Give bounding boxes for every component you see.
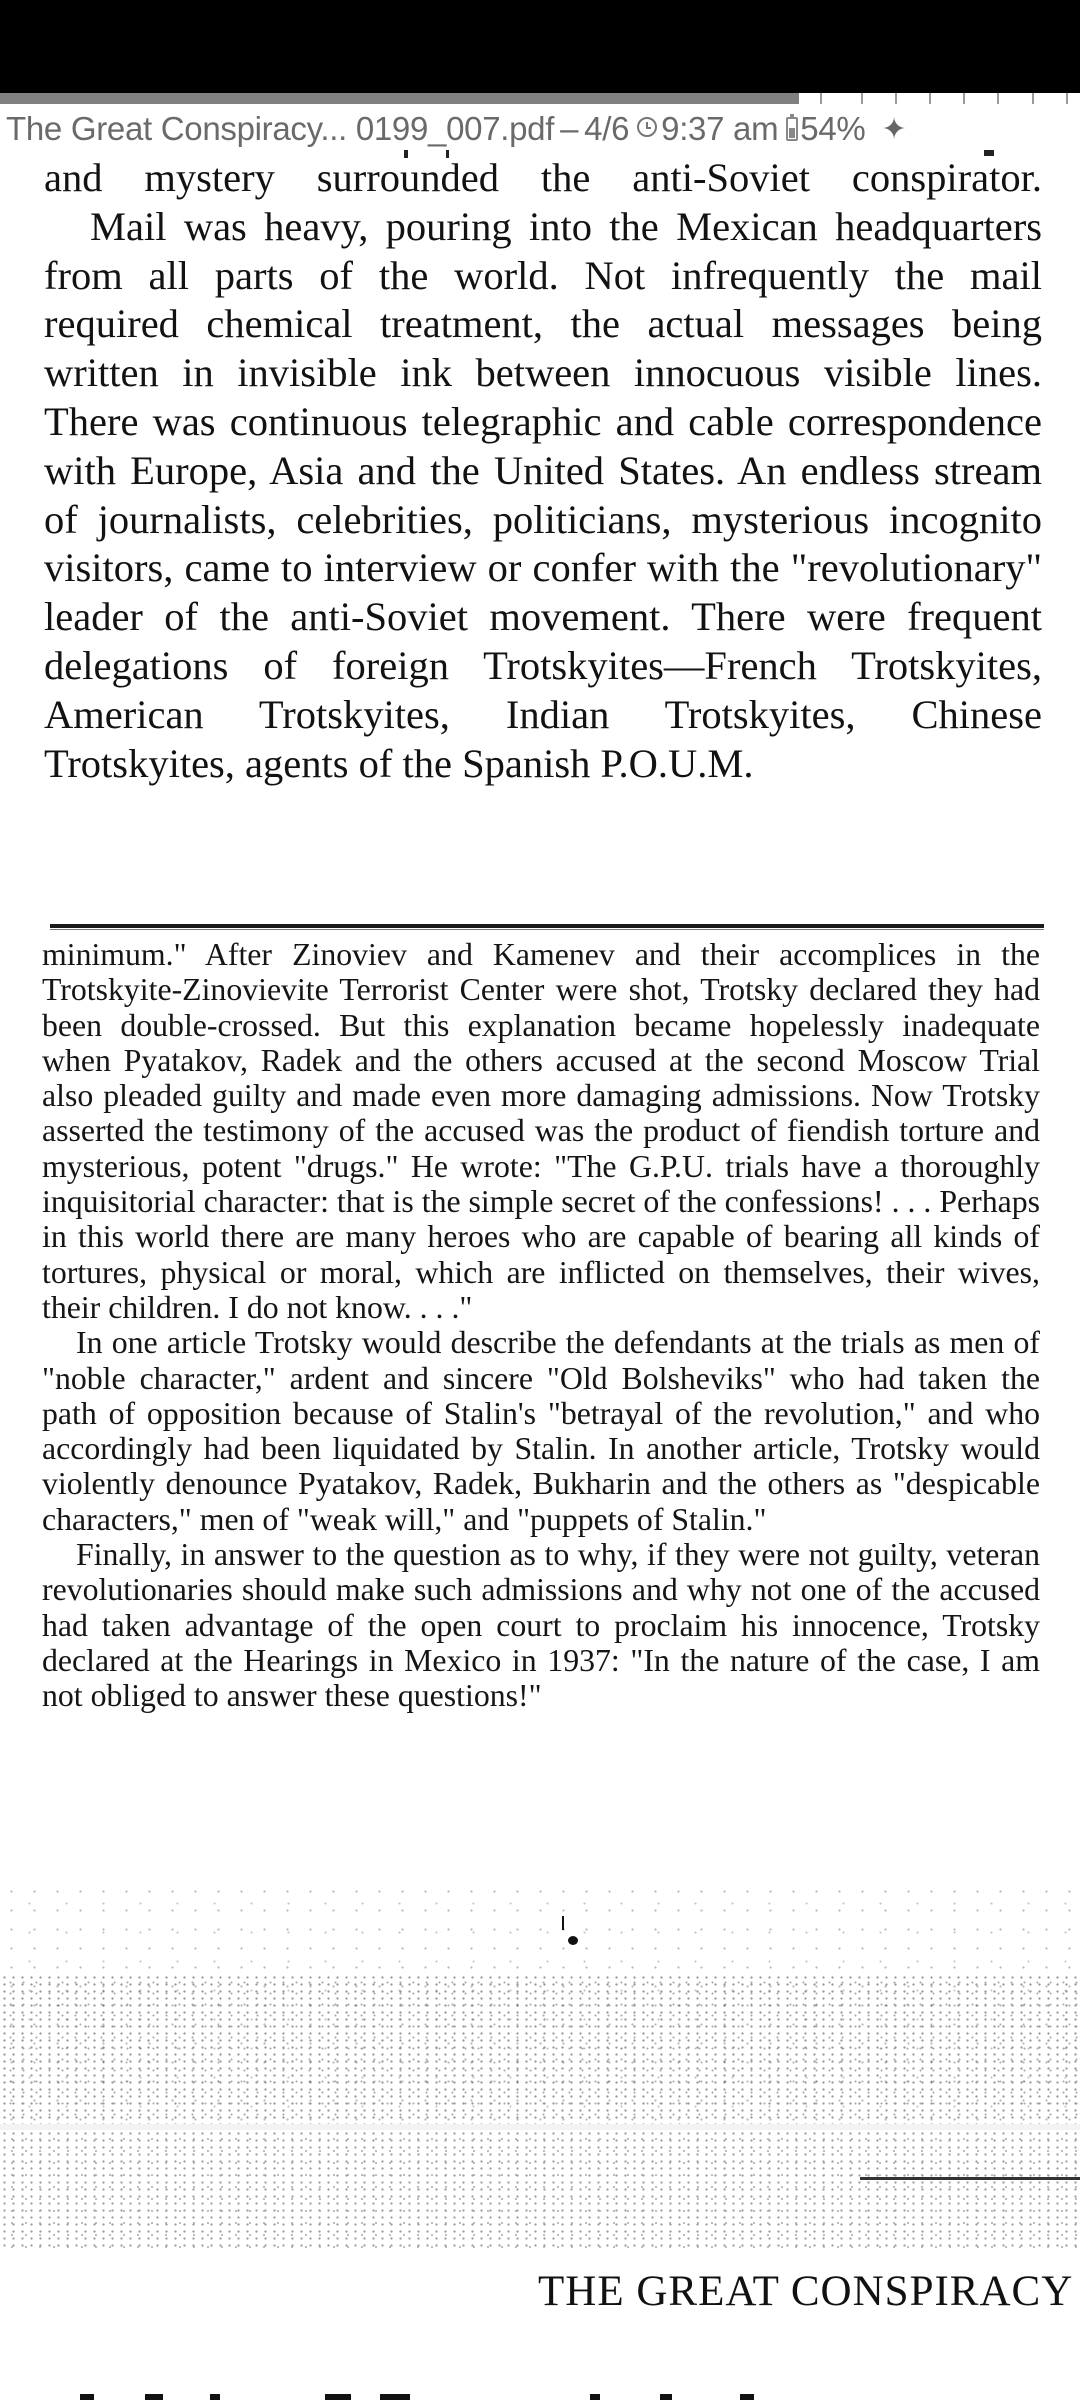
pin-icon[interactable]: ✦ xyxy=(881,112,907,146)
progress-fill xyxy=(0,93,799,104)
main-text xyxy=(44,154,1042,788)
footnote-divider xyxy=(50,924,1044,928)
progress-tick xyxy=(997,93,999,104)
progress-tick xyxy=(820,93,822,104)
footnote-text xyxy=(42,937,1040,1714)
main-text-line: and mystery surrounded the anti-Soviet conspirator. xyxy=(44,155,1042,200)
main-paragraph: Mail was heavy, pouring into the Mexican headquarters from all parts of the world. Not infrequently the mail required chemical treatment, the actual messages being written in invisible ink between innocuous visible lines. There was continuous telegraphic and cable correspondence with Europe, Asia and the United States. An endless stream of journalists, celebrities, politicians, mysterious incognito visitors, came to interview or confer with the "revolutionary" leader of the anti-Soviet movement. There were frequent delegations of foreign Trotskyites—French Trotskyites, American Trotskyites, Indian Trotskyites, Chinese Trotskyites, agents of the Spanish P.O.U.M. xyxy=(44,203,1042,786)
pdf-page-next xyxy=(0,2130,1080,2400)
scan-noise xyxy=(0,1882,1080,2127)
progress-tick xyxy=(929,93,931,104)
ink-mark xyxy=(562,1916,564,1930)
pdf-page-current xyxy=(0,154,1080,2126)
battery-level: 54% xyxy=(800,110,866,147)
footnote-paragraph: In one article Trotsky would describe the defendants at the trials as men of "noble character," ardent and sincere "Old Bolsheviks" who had taken the path of opposition because of Stalin's "betrayal of the revolution," and who accordingly had been liquidated by Stalin. In another article, Trotsky would violently denounce Pyatakov, Radek, Bukharin and the others as "despicable characters," men of "weak will," and "puppets of Stalin." xyxy=(42,1325,1040,1537)
running-head: THE GREAT CONSPIRACY xyxy=(538,2268,1074,2315)
battery-icon xyxy=(786,117,798,141)
scan-noise xyxy=(0,1974,1080,2124)
document-progress-bar[interactable] xyxy=(0,93,1080,104)
progress-tick xyxy=(895,93,897,104)
page-indicator: 4/6 xyxy=(584,110,630,147)
progress-tick xyxy=(1032,93,1034,104)
system-status-bar xyxy=(0,0,1080,93)
title-separator: – xyxy=(560,110,579,147)
progress-tick xyxy=(861,93,863,104)
scan-noise xyxy=(0,2130,1080,2250)
footnote-paragraph: Finally, in answer to the question as to why, if they were not guilty, veteran revolutionaries should make such admissions and why not one of the accused had taken advantage of the open court to proclaim his innocence, Trotsky declared at the Hearings in Mexico in 1937: "In the nature of the case, I am not obliged to answer these questions!" xyxy=(42,1537,1040,1714)
clock-time: 9:37 am xyxy=(661,110,779,147)
clock-icon xyxy=(637,117,657,137)
footnote-paragraph: minimum." After Zinoviev and Kamenev and their accomplices in the Trotskyite-Zinovievite Terrorist Center were shot, Trotsky declared they had been double-crossed. But this explanation became hopelessly inadequate when Pyatakov, Radek and the others accused at the second Moscow Trial also pleaded guilty and made even more damaging admissions. Now Trotsky asserted the testimony of the accused was the product of fiendish torture and mysterious, potent "drugs." He wrote: "The G.P.U. trials have a thoroughly inquisitorial character: that is the simple secret of the confessions! . . . Perhaps in this world there are many heroes who are capable of bearing all kinds of tortures, physical or moral, which are inflicted on themselves, their wives, their children. I do not know. . . ." xyxy=(42,937,1040,1325)
document-title: The Great Conspiracy... 0199_007.pdf xyxy=(6,110,555,147)
clipped-next-line xyxy=(70,2394,970,2400)
scan-artifact-line xyxy=(860,2177,1080,2180)
progress-tick xyxy=(1066,93,1068,104)
ink-mark xyxy=(568,1936,578,1945)
progress-tick xyxy=(963,93,965,104)
